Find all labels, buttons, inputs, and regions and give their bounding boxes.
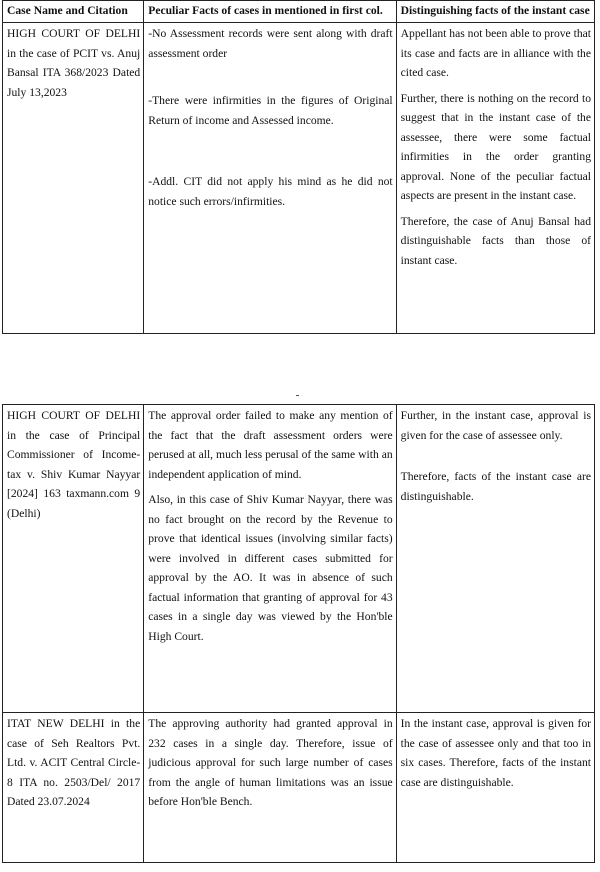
distinguishing-item: Therefore, facts of the instant case are distinguishable.: [400, 470, 591, 503]
case-citation: HIGH COURT OF DELHI in the case of Principal Commissioner of Income-tax v. Shiv Kumar Nayyar [2024] 163 taxmann.com 9 (Delhi): [7, 409, 141, 520]
fact-item: The approval order failed to make any mention of the fact that the draft assessment orders were perused at all, much less perusal of the same with an independent application of mind.: [148, 409, 393, 481]
table-row: [3, 405, 595, 713]
case-citation: HIGH COURT OF DELHI in the case of PCIT vs. Anuj Bansal ITA 368/2023 Dated July 13,2023: [7, 27, 141, 99]
comparison-table-page-2: [2, 404, 595, 863]
case-citation: ITAT NEW DELHI in the case of Seh Realtors Pvt. Ltd. v. ACIT Central Circle-8 ITA no. 2503/Del/ 2017 Dated 23.07.2024: [7, 717, 141, 808]
distinguishing-item: Therefore, the case of Anuj Bansal had distinguishable facts than those of instant case.: [400, 214, 591, 267]
header-peculiar-facts: Peculiar Facts of cases in mentioned in first col.: [144, 1, 396, 23]
peculiar-facts-cell: [144, 23, 396, 334]
fact-item: -Addl. CIT did not apply his mind as he did not notice such errors/infirmities.: [148, 175, 393, 208]
distinguishing-facts-cell: [396, 23, 594, 334]
table-row: [3, 23, 595, 334]
table-row: [3, 713, 595, 863]
distinguishing-item: Further, in the instant case, approval is given for the case of assessee only.: [400, 409, 591, 442]
fact-item: Also, in this case of Shiv Kumar Nayyar, there was no fact brought on the record by the Revenue to prove that identical issues (involving similar facts) were involved in different cases submitted for approval by the AO. It was in absence of such factual information that granting of approval for 43 cases in a single day was viewed by the Hon'ble High Court.: [148, 493, 393, 643]
table-header-row: [3, 1, 595, 23]
distinguishing-item: In the instant case, approval is given for the case of assessee only and that too in six cases. Therefore, facts of the instant case are distinguishable.: [400, 717, 591, 789]
header-distinguishing-facts: Distinguishing facts of the instant case: [396, 1, 594, 23]
fact-item: -There were infirmities in the figures of Original Return of income and Assessed income.: [148, 94, 393, 127]
peculiar-facts-cell: [144, 713, 396, 863]
comparison-table-page-1: [2, 0, 595, 334]
case-citation-cell: [3, 405, 144, 713]
distinguishing-facts-cell: [396, 405, 594, 713]
case-citation-cell: [3, 713, 144, 863]
peculiar-facts-cell: [144, 405, 396, 713]
distinguishing-item: Further, there is nothing on the record to suggest that in the instant case of the assessee, there were some factual infirmities in the order granting approval. None of the peculiar factual aspects are present in the instant case.: [400, 91, 591, 202]
page-break-mark: [296, 395, 299, 396]
fact-item: -No Assessment records were sent along with draft assessment order: [148, 27, 393, 60]
case-citation-cell: [3, 23, 144, 334]
fact-item: The approving authority had granted approval in 232 cases in a single day. Therefore, issue of judicious approval for such large number of cases from the angle of human limitations was an issue before Hon'ble Bench.: [148, 717, 393, 808]
header-case-citation: Case Name and Citation: [3, 1, 144, 23]
distinguishing-facts-cell: [396, 713, 594, 863]
distinguishing-item: Appellant has not been able to prove that its case and facts are in alliance with the cited case.: [400, 27, 591, 79]
